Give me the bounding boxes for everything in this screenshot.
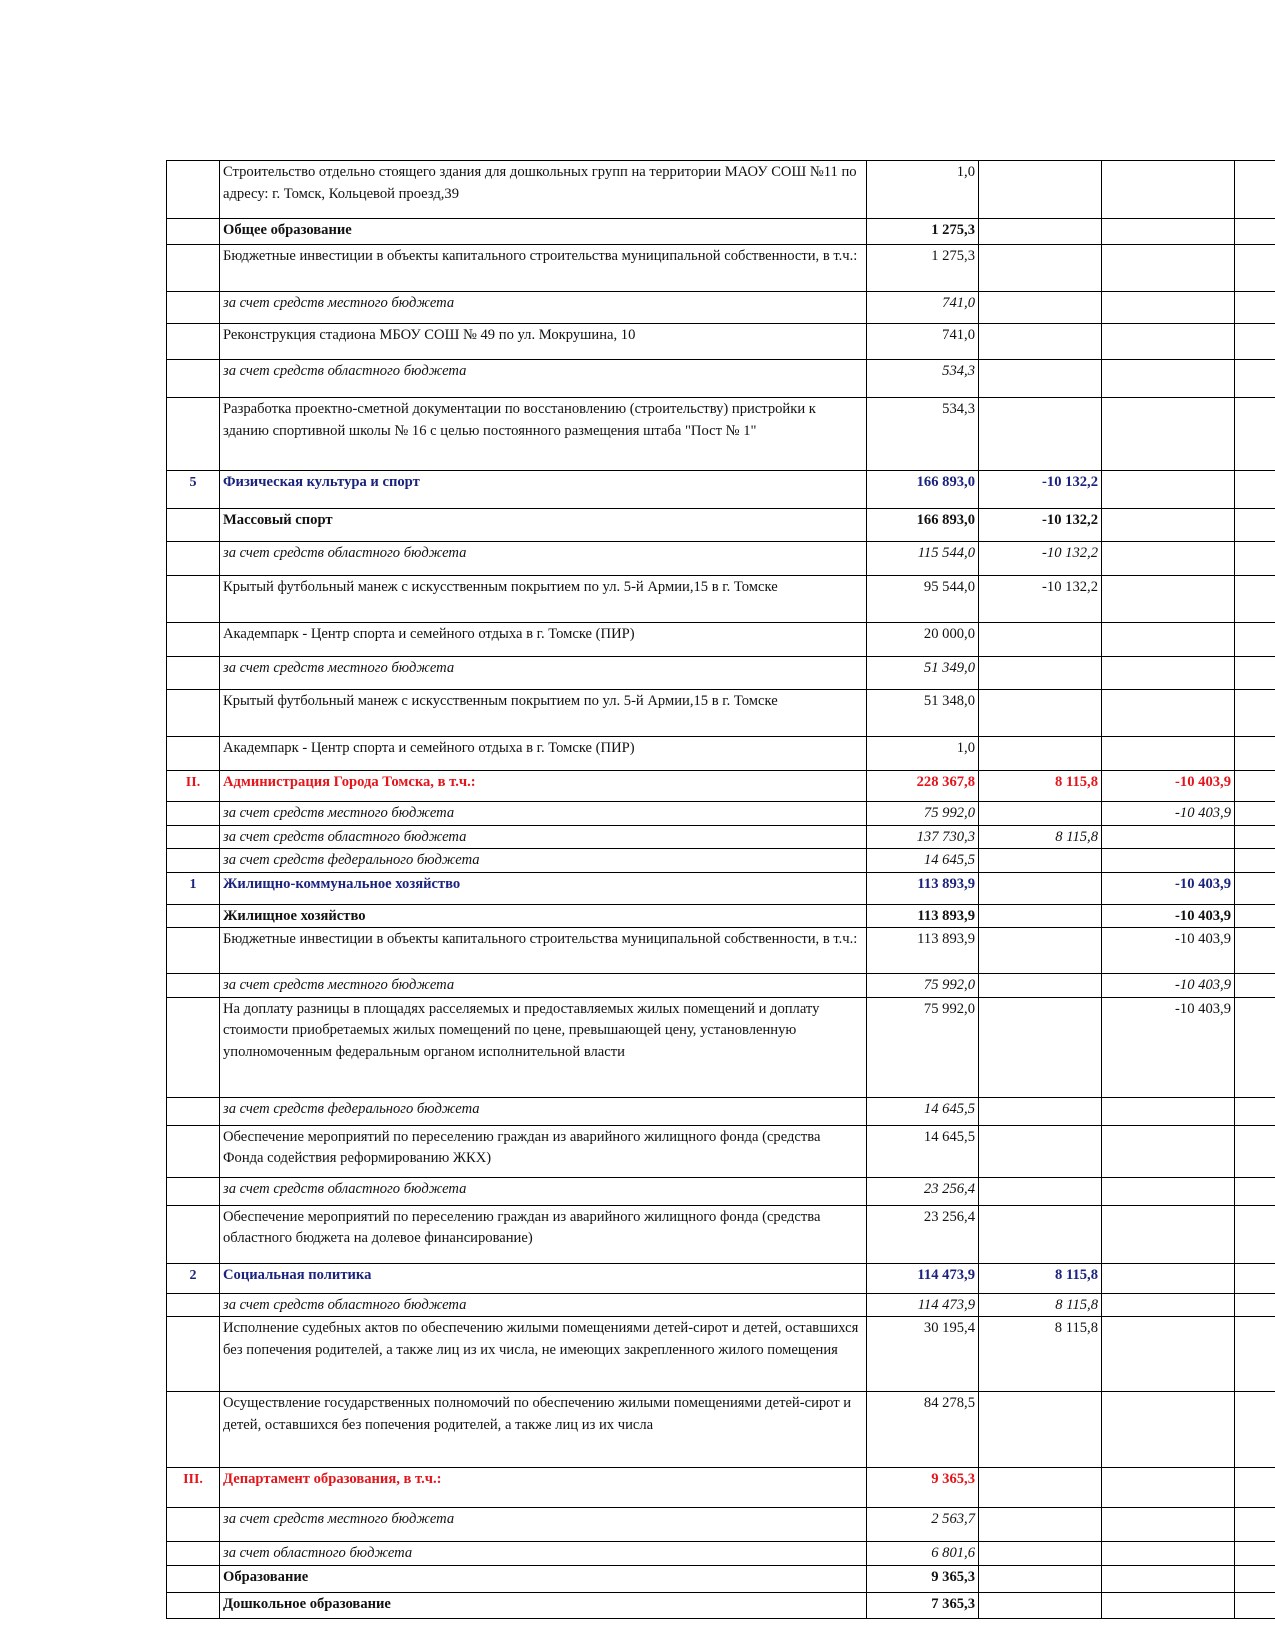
row-value-1: 51 349,0 [867, 657, 979, 690]
row-value-2 [979, 802, 1102, 826]
row-value-3 [1102, 1097, 1235, 1125]
row-number [167, 825, 220, 849]
table-row [167, 1205, 1275, 1263]
row-value-1: 113 893,9 [867, 872, 979, 904]
row-name: Реконструкция стадиона МБОУ СОШ № 49 по ул. Мокрушина, 10 [220, 324, 867, 360]
table-row [167, 1508, 1275, 1542]
row-value-4 [1235, 360, 1275, 398]
row-value-1: 23 256,4 [867, 1177, 979, 1205]
row-value-2 [979, 1468, 1102, 1508]
row-value-2 [979, 161, 1102, 219]
row-name: Администрация Города Томска, в т.ч.: [220, 771, 867, 802]
row-value-2 [979, 997, 1102, 1097]
row-value-1: 75 992,0 [867, 974, 979, 998]
row-number [167, 245, 220, 292]
row-name: Бюджетные инвестиции в объекты капитального строительства муниципальной собственности, в т.ч.: [220, 928, 867, 974]
row-number [167, 161, 220, 219]
row-number [167, 1392, 220, 1468]
table-body [167, 161, 1275, 1619]
row-value-1: 14 645,5 [867, 849, 979, 873]
row-value-4 [1235, 1205, 1275, 1263]
row-value-2: -10 132,2 [979, 576, 1102, 623]
row-value-4 [1235, 1177, 1275, 1205]
row-value-4 [1235, 1468, 1275, 1508]
row-value-4 [1235, 825, 1275, 849]
row-value-4 [1235, 576, 1275, 623]
row-number [167, 904, 220, 928]
row-number [167, 1125, 220, 1177]
table-row [167, 802, 1275, 826]
row-value-3 [1102, 657, 1235, 690]
row-value-4 [1235, 657, 1275, 690]
row-value-3 [1102, 509, 1235, 542]
row-value-3 [1102, 292, 1235, 324]
table-row [167, 825, 1275, 849]
table-row [167, 324, 1275, 360]
row-name: Крытый футбольный манеж с искусственным покрытием по ул. 5-й Армии,15 в г. Томске [220, 690, 867, 737]
row-number [167, 623, 220, 657]
row-value-1: 1 275,3 [867, 245, 979, 292]
row-name: за счет средств местного бюджета [220, 1508, 867, 1542]
row-number [167, 997, 220, 1097]
row-number [167, 737, 220, 771]
row-number [167, 219, 220, 245]
row-value-3 [1102, 398, 1235, 471]
row-name: Академпарк - Центр спорта и семейного отдыха в г. Томске (ПИР) [220, 623, 867, 657]
row-number [167, 576, 220, 623]
row-name: Социальная политика [220, 1263, 867, 1293]
row-value-3 [1102, 324, 1235, 360]
row-value-3 [1102, 576, 1235, 623]
row-name: за счет средств местного бюджета [220, 292, 867, 324]
row-value-2 [979, 1565, 1102, 1592]
row-value-4 [1235, 1097, 1275, 1125]
table-row [167, 292, 1275, 324]
row-name: за счет средств областного бюджета [220, 542, 867, 576]
table-row [167, 1468, 1275, 1508]
row-number [167, 292, 220, 324]
row-number [167, 1542, 220, 1566]
row-name: Жилищное хозяйство [220, 904, 867, 928]
row-value-1: 23 256,4 [867, 1205, 979, 1263]
row-value-2 [979, 1592, 1102, 1618]
row-value-1: 166 893,0 [867, 509, 979, 542]
table-row [167, 872, 1275, 904]
row-number [167, 802, 220, 826]
row-value-3 [1102, 1205, 1235, 1263]
row-value-1: 166 893,0 [867, 471, 979, 509]
row-name: за счет средств областного бюджета [220, 1293, 867, 1317]
row-value-1: 113 893,9 [867, 928, 979, 974]
row-name: за счет средств областного бюджета [220, 360, 867, 398]
row-value-1: 1,0 [867, 161, 979, 219]
row-number [167, 657, 220, 690]
row-value-1: 75 992,0 [867, 802, 979, 826]
row-value-1: 1,0 [867, 737, 979, 771]
row-value-3 [1102, 825, 1235, 849]
row-number: III. [167, 1468, 220, 1508]
row-value-2 [979, 657, 1102, 690]
row-value-4 [1235, 245, 1275, 292]
row-name: за счет средств областного бюджета [220, 825, 867, 849]
row-name: Обеспечение мероприятий по переселению граждан из аварийного жилищного фонда (средства областного бюджета на долевое финансирование) [220, 1205, 867, 1263]
row-value-2 [979, 904, 1102, 928]
row-number [167, 1565, 220, 1592]
row-name: Обеспечение мероприятий по переселению граждан из аварийного жилищного фонда (средства Фонда содействия реформированию ЖКХ) [220, 1125, 867, 1177]
table-row [167, 398, 1275, 471]
row-value-2 [979, 1177, 1102, 1205]
row-value-2 [979, 1125, 1102, 1177]
table-row [167, 623, 1275, 657]
table-row [167, 1317, 1275, 1392]
row-number [167, 1592, 220, 1618]
table-row [167, 576, 1275, 623]
row-value-1: 14 645,5 [867, 1125, 979, 1177]
row-value-1: 2 563,7 [867, 1508, 979, 1542]
row-value-2 [979, 1508, 1102, 1542]
row-value-3 [1102, 849, 1235, 873]
table-row [167, 737, 1275, 771]
row-value-4 [1235, 802, 1275, 826]
row-number [167, 1097, 220, 1125]
table-row [167, 849, 1275, 873]
row-value-4 [1235, 324, 1275, 360]
table-row [167, 219, 1275, 245]
row-value-4 [1235, 1317, 1275, 1392]
row-name: за счет средств местного бюджета [220, 657, 867, 690]
row-value-2 [979, 872, 1102, 904]
row-name: Осуществление государственных полномочий по обеспечению жилыми помещениями детей-сирот и детей, оставшихся без попечения родителей, а также лиц из их числа [220, 1392, 867, 1468]
table-row [167, 690, 1275, 737]
row-value-4 [1235, 690, 1275, 737]
row-value-3 [1102, 542, 1235, 576]
row-value-1: 20 000,0 [867, 623, 979, 657]
row-value-3: -10 403,9 [1102, 904, 1235, 928]
row-name: за счет средств федерального бюджета [220, 849, 867, 873]
row-value-4 [1235, 1565, 1275, 1592]
row-value-4 [1235, 398, 1275, 471]
table-row [167, 997, 1275, 1097]
row-value-1: 114 473,9 [867, 1263, 979, 1293]
row-value-3 [1102, 1468, 1235, 1508]
row-value-1: 51 348,0 [867, 690, 979, 737]
row-name: Исполнение судебных актов по обеспечению жилыми помещениями детей-сирот и детей, оставшихся без попечения родителей, а также лиц из их числа, не имеющих закрепленного жилого помещения [220, 1317, 867, 1392]
row-value-2: 8 115,8 [979, 1317, 1102, 1392]
row-value-4 [1235, 161, 1275, 219]
row-value-2 [979, 737, 1102, 771]
row-name: Бюджетные инвестиции в объекты капитального строительства муниципальной собственности, в т.ч.: [220, 245, 867, 292]
row-value-4 [1235, 974, 1275, 998]
row-value-3: -10 403,9 [1102, 802, 1235, 826]
table-row [167, 928, 1275, 974]
row-value-3 [1102, 1565, 1235, 1592]
row-value-4 [1235, 1542, 1275, 1566]
row-value-1: 6 801,6 [867, 1542, 979, 1566]
row-number [167, 324, 220, 360]
table-row [167, 771, 1275, 802]
table-row [167, 1293, 1275, 1317]
row-value-3: -10 403,9 [1102, 997, 1235, 1097]
row-number [167, 542, 220, 576]
row-number [167, 398, 220, 471]
row-value-2: -10 132,2 [979, 542, 1102, 576]
row-value-2 [979, 398, 1102, 471]
row-value-4 [1235, 928, 1275, 974]
row-value-3 [1102, 161, 1235, 219]
table-row [167, 1177, 1275, 1205]
row-value-2 [979, 245, 1102, 292]
row-name: На доплату разницы в площадях расселяемых и предоставляемых жилых помещений и доплату стоимости приобретаемых жилых помещений по цене, превышающей цену, установленную уполномоченным федеральным органом исполнительной власти [220, 997, 867, 1097]
table-row [167, 1565, 1275, 1592]
table-row [167, 657, 1275, 690]
row-value-3 [1102, 1263, 1235, 1293]
row-name: Разработка проектно-сметной документации по восстановлению (строительству) пристройки к зданию спортивной школы № 16 с целью постоянного размещения штаба "Пост № 1" [220, 398, 867, 471]
row-name: Строительство отдельно стоящего здания для дошкольных групп на территории МАОУ СОШ №11 по адресу: г. Томск, Кольцевой проезд,39 [220, 161, 867, 219]
table-row [167, 245, 1275, 292]
row-value-2 [979, 928, 1102, 974]
row-name: Общее образование [220, 219, 867, 245]
row-value-1: 115 544,0 [867, 542, 979, 576]
row-number: 2 [167, 1263, 220, 1293]
row-number [167, 1177, 220, 1205]
row-value-4 [1235, 219, 1275, 245]
row-value-3 [1102, 737, 1235, 771]
row-number [167, 1205, 220, 1263]
row-number [167, 360, 220, 398]
row-value-3: -10 403,9 [1102, 928, 1235, 974]
row-value-3 [1102, 1508, 1235, 1542]
row-value-2: -10 132,2 [979, 509, 1102, 542]
row-value-2 [979, 1392, 1102, 1468]
row-name: Крытый футбольный манеж с искусственным покрытием по ул. 5-й Армии,15 в г. Томске [220, 576, 867, 623]
row-value-3 [1102, 471, 1235, 509]
row-value-2 [979, 623, 1102, 657]
row-number [167, 849, 220, 873]
row-value-2 [979, 219, 1102, 245]
row-value-2 [979, 1542, 1102, 1566]
row-value-1: 9 365,3 [867, 1565, 979, 1592]
row-value-2 [979, 1205, 1102, 1263]
table-row [167, 1263, 1275, 1293]
row-value-4 [1235, 509, 1275, 542]
row-number [167, 690, 220, 737]
row-number [167, 509, 220, 542]
row-value-1: 741,0 [867, 324, 979, 360]
row-value-3 [1102, 1293, 1235, 1317]
table-row [167, 1125, 1275, 1177]
row-value-4 [1235, 623, 1275, 657]
row-value-4 [1235, 471, 1275, 509]
row-value-1: 30 195,4 [867, 1317, 979, 1392]
row-value-4 [1235, 997, 1275, 1097]
row-number: II. [167, 771, 220, 802]
row-value-4 [1235, 1392, 1275, 1468]
table-row [167, 904, 1275, 928]
row-value-2: 8 115,8 [979, 825, 1102, 849]
row-number [167, 1293, 220, 1317]
row-value-4 [1235, 737, 1275, 771]
row-value-1: 741,0 [867, 292, 979, 324]
row-value-1: 228 367,8 [867, 771, 979, 802]
row-value-1: 114 473,9 [867, 1293, 979, 1317]
row-value-1: 7 365,3 [867, 1592, 979, 1618]
row-value-4 [1235, 872, 1275, 904]
row-value-1: 534,3 [867, 360, 979, 398]
table-row [167, 1097, 1275, 1125]
row-value-3: -10 403,9 [1102, 872, 1235, 904]
table-row [167, 974, 1275, 998]
row-value-3 [1102, 623, 1235, 657]
row-name: за счет средств местного бюджета [220, 802, 867, 826]
row-value-4 [1235, 904, 1275, 928]
row-number [167, 974, 220, 998]
row-name: Физическая культура и спорт [220, 471, 867, 509]
row-value-4 [1235, 1293, 1275, 1317]
row-number [167, 928, 220, 974]
row-value-3 [1102, 1392, 1235, 1468]
row-value-4 [1235, 1263, 1275, 1293]
row-value-4 [1235, 1592, 1275, 1618]
row-value-4 [1235, 849, 1275, 873]
row-name: за счет средств федерального бюджета [220, 1097, 867, 1125]
row-number: 1 [167, 872, 220, 904]
row-value-3: -10 403,9 [1102, 771, 1235, 802]
row-value-1: 1 275,3 [867, 219, 979, 245]
row-value-1: 534,3 [867, 398, 979, 471]
row-name: Дошкольное образование [220, 1592, 867, 1618]
row-name: Академпарк - Центр спорта и семейного отдыха в г. Томске (ПИР) [220, 737, 867, 771]
row-value-2 [979, 324, 1102, 360]
row-value-3 [1102, 360, 1235, 398]
row-value-2 [979, 690, 1102, 737]
row-name: за счет средств местного бюджета [220, 974, 867, 998]
row-value-3: -10 403,9 [1102, 974, 1235, 998]
row-value-1: 95 544,0 [867, 576, 979, 623]
table-row [167, 509, 1275, 542]
table-row [167, 1592, 1275, 1618]
row-value-2: -10 132,2 [979, 471, 1102, 509]
row-value-2: 8 115,8 [979, 771, 1102, 802]
row-value-1: 75 992,0 [867, 997, 979, 1097]
row-value-3 [1102, 1542, 1235, 1566]
budget-table [166, 160, 1275, 1619]
row-value-1: 9 365,3 [867, 1468, 979, 1508]
row-number [167, 1508, 220, 1542]
row-value-1: 84 278,5 [867, 1392, 979, 1468]
row-value-2: 8 115,8 [979, 1263, 1102, 1293]
row-value-3 [1102, 1125, 1235, 1177]
row-number: 5 [167, 471, 220, 509]
row-value-4 [1235, 542, 1275, 576]
row-value-2 [979, 360, 1102, 398]
row-value-1: 14 645,5 [867, 1097, 979, 1125]
table-row [167, 542, 1275, 576]
row-value-3 [1102, 1592, 1235, 1618]
row-name: за счет средств областного бюджета [220, 1177, 867, 1205]
row-value-4 [1235, 292, 1275, 324]
row-value-1: 137 730,3 [867, 825, 979, 849]
row-name: за счет областного бюджета [220, 1542, 867, 1566]
row-value-3 [1102, 219, 1235, 245]
table-row [167, 360, 1275, 398]
row-value-3 [1102, 690, 1235, 737]
row-value-2: 8 115,8 [979, 1293, 1102, 1317]
row-value-4 [1235, 1508, 1275, 1542]
table-row [167, 471, 1275, 509]
row-value-2 [979, 974, 1102, 998]
row-name: Департамент образования, в т.ч.: [220, 1468, 867, 1508]
row-value-4 [1235, 1125, 1275, 1177]
row-value-3 [1102, 1177, 1235, 1205]
row-value-3 [1102, 1317, 1235, 1392]
table-row [167, 1542, 1275, 1566]
row-name: Жилищно-коммунальное хозяйство [220, 872, 867, 904]
row-value-2 [979, 1097, 1102, 1125]
row-number [167, 1317, 220, 1392]
row-value-3 [1102, 245, 1235, 292]
table-row [167, 161, 1275, 219]
row-name: Образование [220, 1565, 867, 1592]
table-row [167, 1392, 1275, 1468]
row-value-2 [979, 292, 1102, 324]
row-name: Массовый спорт [220, 509, 867, 542]
row-value-2 [979, 849, 1102, 873]
row-value-1: 113 893,9 [867, 904, 979, 928]
row-value-4 [1235, 771, 1275, 802]
